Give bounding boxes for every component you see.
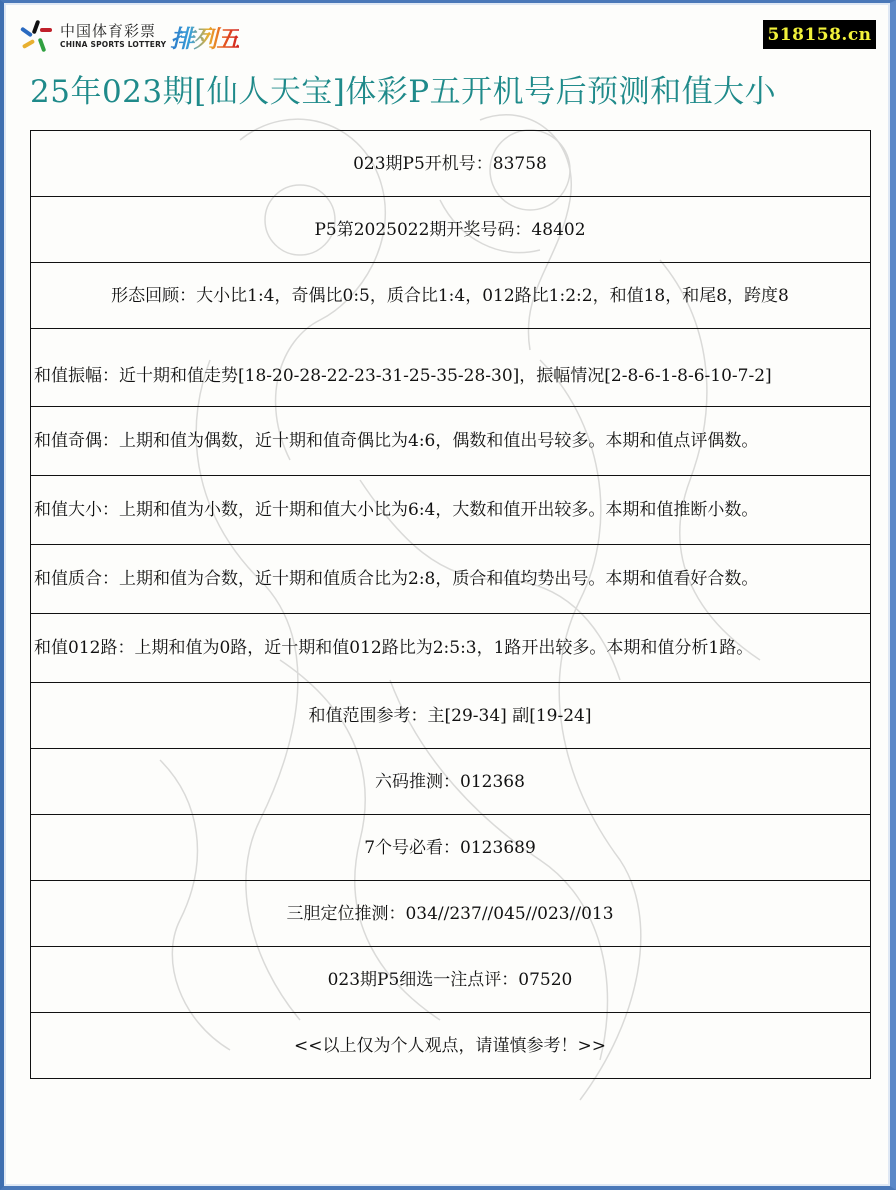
sum-prime-composite-cell: 和值质合：上期和值为合数，近十期和值质合比为2:8，质合和值均势出号。本期和值看好合数。 (31, 545, 871, 614)
logo-chinese-text: 中国体育彩票 (60, 22, 157, 40)
table-row (31, 263, 871, 329)
three-courage-position-cell: 三胆定位推测：034//237//045//023//013 (31, 881, 871, 947)
table-row (31, 197, 871, 263)
seven-numbers-cell: 7个号必看：0123689 (31, 815, 871, 881)
table-row (31, 815, 871, 881)
sum-big-small-cell: 和值大小：上期和值为小数，近十期和值大小比为6:4，大数和值开出较多。本期和值推断小数。 (31, 476, 871, 545)
table-row (31, 947, 871, 1013)
table-row (31, 683, 871, 749)
disclaimer-cell: <<以上仅为个人观点，请谨慎参考！>> (31, 1013, 871, 1079)
selected-bet-cell: 023期P5细选一注点评：07520 (31, 947, 871, 1013)
logo-english-text: CHINA SPORTS LOTTERY (60, 40, 167, 49)
table-row (31, 131, 871, 197)
draw-number-cell: 023期P5开机号：83758 (31, 131, 871, 197)
sum-range-cell: 和值范围参考：主[29-34] 副[19-24] (31, 683, 871, 749)
table-row (31, 476, 871, 545)
sum-amplitude-cell: 和值振幅：近十期和值走势[18-20-28-22-23-31-25-35-28-30]，振幅情况[2-8-6-1-8-6-10-7-2] (31, 329, 871, 407)
logo-game-name: 排列五 (170, 19, 239, 54)
table-row (31, 614, 871, 683)
table-row (31, 1013, 871, 1079)
lottery-star-icon (18, 18, 54, 54)
pattern-review-cell: 形态回顾：大小比1:4，奇偶比0:5，质合比1:4，012路比1:2:2，和值18，和尾8，跨度8 (31, 263, 871, 329)
table-row (31, 749, 871, 815)
six-code-cell: 六码推测：012368 (31, 749, 871, 815)
site-badge: 518158.cn (763, 20, 876, 49)
table-row (31, 407, 871, 476)
previous-result-cell: P5第2025022期开奖号码：48402 (31, 197, 871, 263)
table-row (31, 329, 871, 407)
table-row (31, 881, 871, 947)
sum-odd-even-cell: 和值奇偶：上期和值为偶数，近十期和值奇偶比为4:6，偶数和值出号较多。本期和值点评偶数。 (31, 407, 871, 476)
sum-012-route-cell: 和值012路：上期和值为0路，近十期和值012路比为2:5:3，1路开出较多。本期和值分析1路。 (31, 614, 871, 683)
table-row (31, 545, 871, 614)
prediction-table (30, 130, 871, 1079)
page-title: 25年023期[仙人天宝]体彩P五开机号后预测和值大小 (30, 74, 777, 110)
lottery-logo (18, 16, 278, 56)
